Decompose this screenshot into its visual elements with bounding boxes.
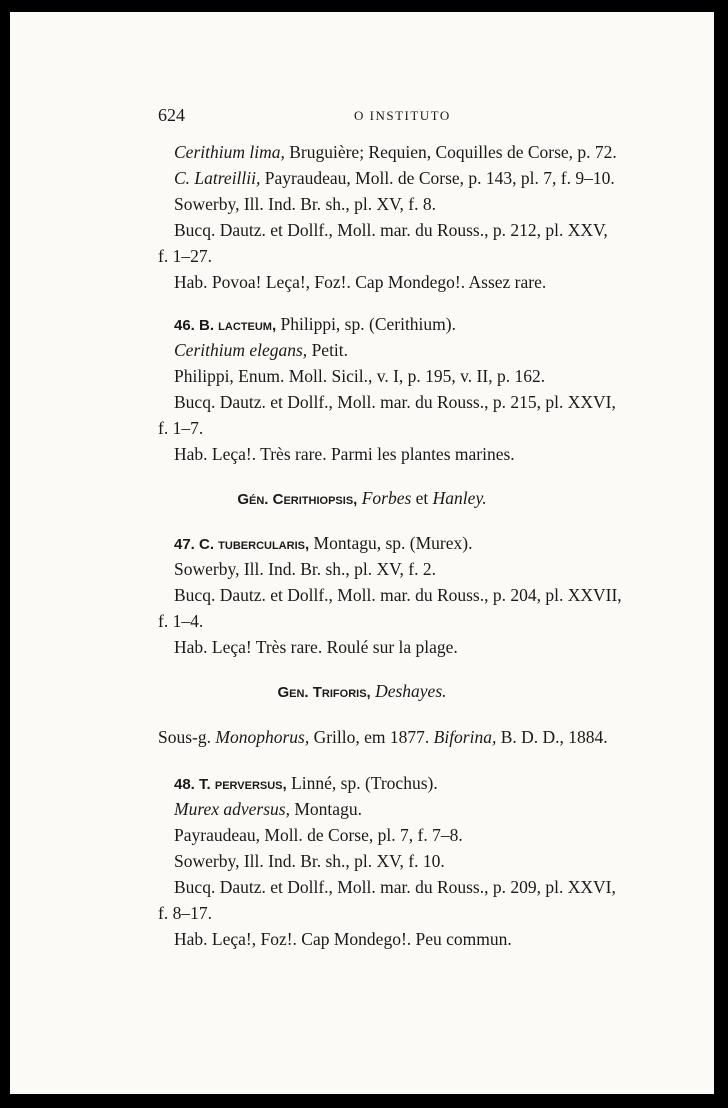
running-head: O INSTITUTO <box>354 108 451 123</box>
citation: Philippi, sp. (Cerithium). <box>276 314 456 334</box>
species-heading: 46. B. lacteum, <box>174 317 277 334</box>
genus-heading <box>10 680 714 704</box>
text-line: Payraudeau, Moll. de Corse, pl. 7, f. 7–8. <box>174 825 463 845</box>
subgenus-line <box>158 726 608 748</box>
author-name: Hanley. <box>432 488 487 508</box>
species-entry-48 <box>174 772 438 796</box>
species-name: Cerithium lima, <box>174 142 285 162</box>
citation: Montagu, sp. (Murex). <box>309 533 473 553</box>
citation: Payraudeau, Moll. de Corse, p. 143, pl. 7, f. 9–10. <box>260 168 615 188</box>
text-line: Hab. Leça! Très rare. Roulé sur la plage. <box>174 637 458 657</box>
text-line: Sowerby, Ill. Ind. Br. sh., pl. XV, f. 2. <box>174 559 437 579</box>
text-line: f. 8–17. <box>158 903 212 923</box>
citation: B. D. D., 1884. <box>496 727 608 747</box>
species-heading: 47. C. tubercularis, <box>174 536 310 553</box>
text-line: f. 1–7. <box>158 418 204 438</box>
author-name: Forbes <box>361 488 412 508</box>
text-line: Hab. Leça!, Foz!. Cap Mondego!. Peu commun. <box>174 929 512 949</box>
text-line: Hab. Leça!. Très rare. Parmi les plantes marines. <box>174 444 515 464</box>
page-header <box>158 105 618 129</box>
text-line: f. 1–4. <box>158 611 204 631</box>
text-line <box>174 167 615 189</box>
text-line: f. 1–27. <box>158 246 212 266</box>
citation: Petit. <box>307 340 349 360</box>
subgenus-name: Monophorus, <box>215 727 310 747</box>
text-line <box>174 798 362 820</box>
citation: Linné, sp. (Trochus). <box>286 773 438 793</box>
subgenus-prefix: Sous-g. <box>158 727 216 747</box>
text-line: Bucq. Dautz. et Dollf., Moll. mar. du Rouss., p. 212, pl. XXV, <box>174 220 608 240</box>
species-heading: 48. T. perversus, <box>174 776 287 793</box>
genus-name: Gen. Triforis, <box>277 684 371 701</box>
citation: Grillo, em 1877. <box>309 727 434 747</box>
text-line: Sowerby, Ill. Ind. Br. sh., pl. XV, f. 10. <box>174 851 445 871</box>
text-line: Philippi, Enum. Moll. Sicil., v. I, p. 195, v. II, p. 162. <box>174 366 546 386</box>
author-name: Deshayes. <box>375 681 447 701</box>
text-line: Bucq. Dautz. et Dollf., Moll. mar. du Rouss., p. 209, pl. XXVI, <box>174 877 616 897</box>
text-line: Sowerby, Ill. Ind. Br. sh., pl. XV, f. 8. <box>174 194 437 214</box>
citation: Bruguière; Requien, Coquilles de Corse, p. 72. <box>284 142 617 162</box>
species-name: Murex adversus, <box>174 799 290 819</box>
page-number: 624 <box>158 105 185 125</box>
species-name: C. Latreillii, <box>174 168 261 188</box>
text-line: Bucq. Dautz. et Dollf., Moll. mar. du Rouss., p. 215, pl. XXVI, <box>174 392 616 412</box>
conjunction: et <box>411 488 433 508</box>
species-entry-47 <box>174 532 472 556</box>
text-line: Hab. Povoa! Leça!, Foz!. Cap Mondego!. Assez rare. <box>174 272 547 292</box>
book-page <box>10 12 714 1094</box>
genus-name: Gén. Cerithiopsis, <box>237 491 358 508</box>
genus-heading <box>10 487 714 511</box>
species-entry-46 <box>174 313 456 337</box>
subgenus-name: Biforina, <box>433 727 497 747</box>
text-line <box>174 141 617 163</box>
species-name: Cerithium elegans, <box>174 340 308 360</box>
text-line: Bucq. Dautz. et Dollf., Moll. mar. du Rouss., p. 204, pl. XXVII, <box>174 585 622 605</box>
text-line <box>174 339 348 361</box>
citation: Montagu. <box>290 799 362 819</box>
